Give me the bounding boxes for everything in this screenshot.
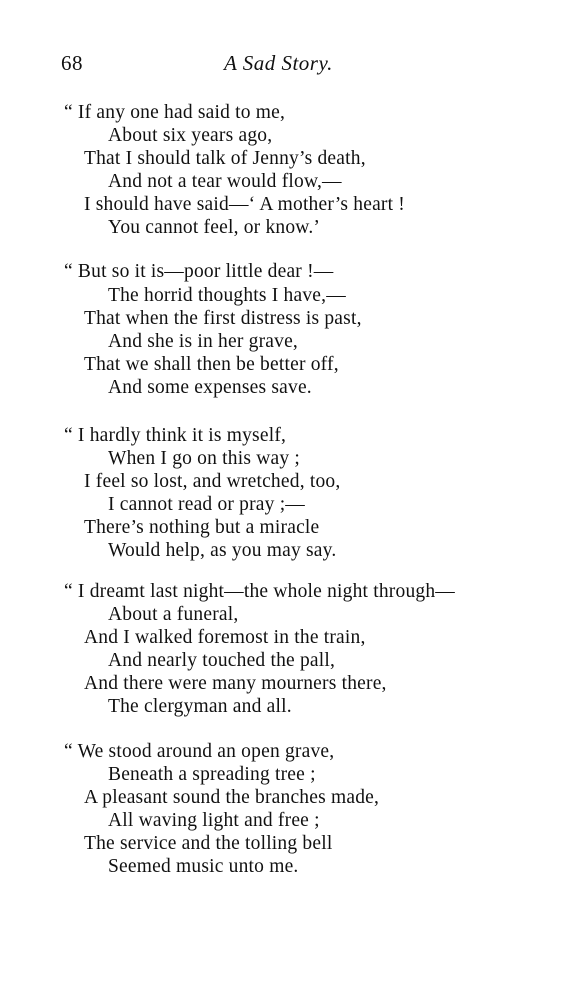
- running-title: A Sad Story.: [224, 51, 333, 75]
- verse-line: And nearly touched the pall,: [108, 650, 336, 671]
- verse-line: And she is in her grave,: [108, 331, 299, 352]
- verse-line: The service and the tolling bell: [84, 833, 333, 854]
- verse-line: There’s nothing but a miracle: [84, 517, 320, 538]
- verse-line: And not a tear would flow,—: [108, 171, 342, 192]
- verse-line: I feel so lost, and wretched, too,: [84, 471, 341, 492]
- verse-line: “ But so it is—poor little dear !—: [64, 261, 334, 282]
- verse-line: That when the first distress is past,: [84, 308, 362, 329]
- verse-line: And I walked foremost in the train,: [84, 627, 366, 648]
- verse-line: You cannot feel, or know.’: [108, 217, 321, 238]
- verse-line: About six years ago,: [108, 125, 273, 146]
- verse-line: “ We stood around an open grave,: [64, 741, 335, 762]
- verse-line: “ I dreamt last night—the whole night through—: [64, 581, 456, 602]
- verse-line: I should have said—‘ A mother’s heart !: [84, 194, 405, 215]
- verse-line: I cannot read or pray ;—: [108, 494, 306, 515]
- verse-line: A pleasant sound the branches made,: [84, 787, 380, 808]
- verse-line: Would help, as you may say.: [108, 540, 337, 561]
- verse-line: “ If any one had said to me,: [64, 102, 286, 123]
- verse-line: Beneath a spreading tree ;: [108, 764, 316, 785]
- verse-line: About a funeral,: [108, 604, 239, 625]
- verse-line: When I go on this way ;: [108, 448, 300, 469]
- verse-line: That we shall then be better off,: [84, 354, 339, 375]
- verse-line: And there were many mourners there,: [84, 673, 387, 694]
- verse-line: That I should talk of Jenny’s death,: [84, 148, 366, 169]
- verse-line: All waving light and free ;: [108, 810, 320, 831]
- verse-line: Seemed music unto me.: [108, 856, 299, 877]
- verse-line: And some expenses save.: [108, 377, 312, 398]
- verse-line: The horrid thoughts I have,—: [108, 285, 346, 306]
- verse-line: The clergyman and all.: [108, 696, 292, 717]
- page-number: 68: [61, 51, 83, 75]
- verse-line: “ I hardly think it is myself,: [64, 425, 287, 446]
